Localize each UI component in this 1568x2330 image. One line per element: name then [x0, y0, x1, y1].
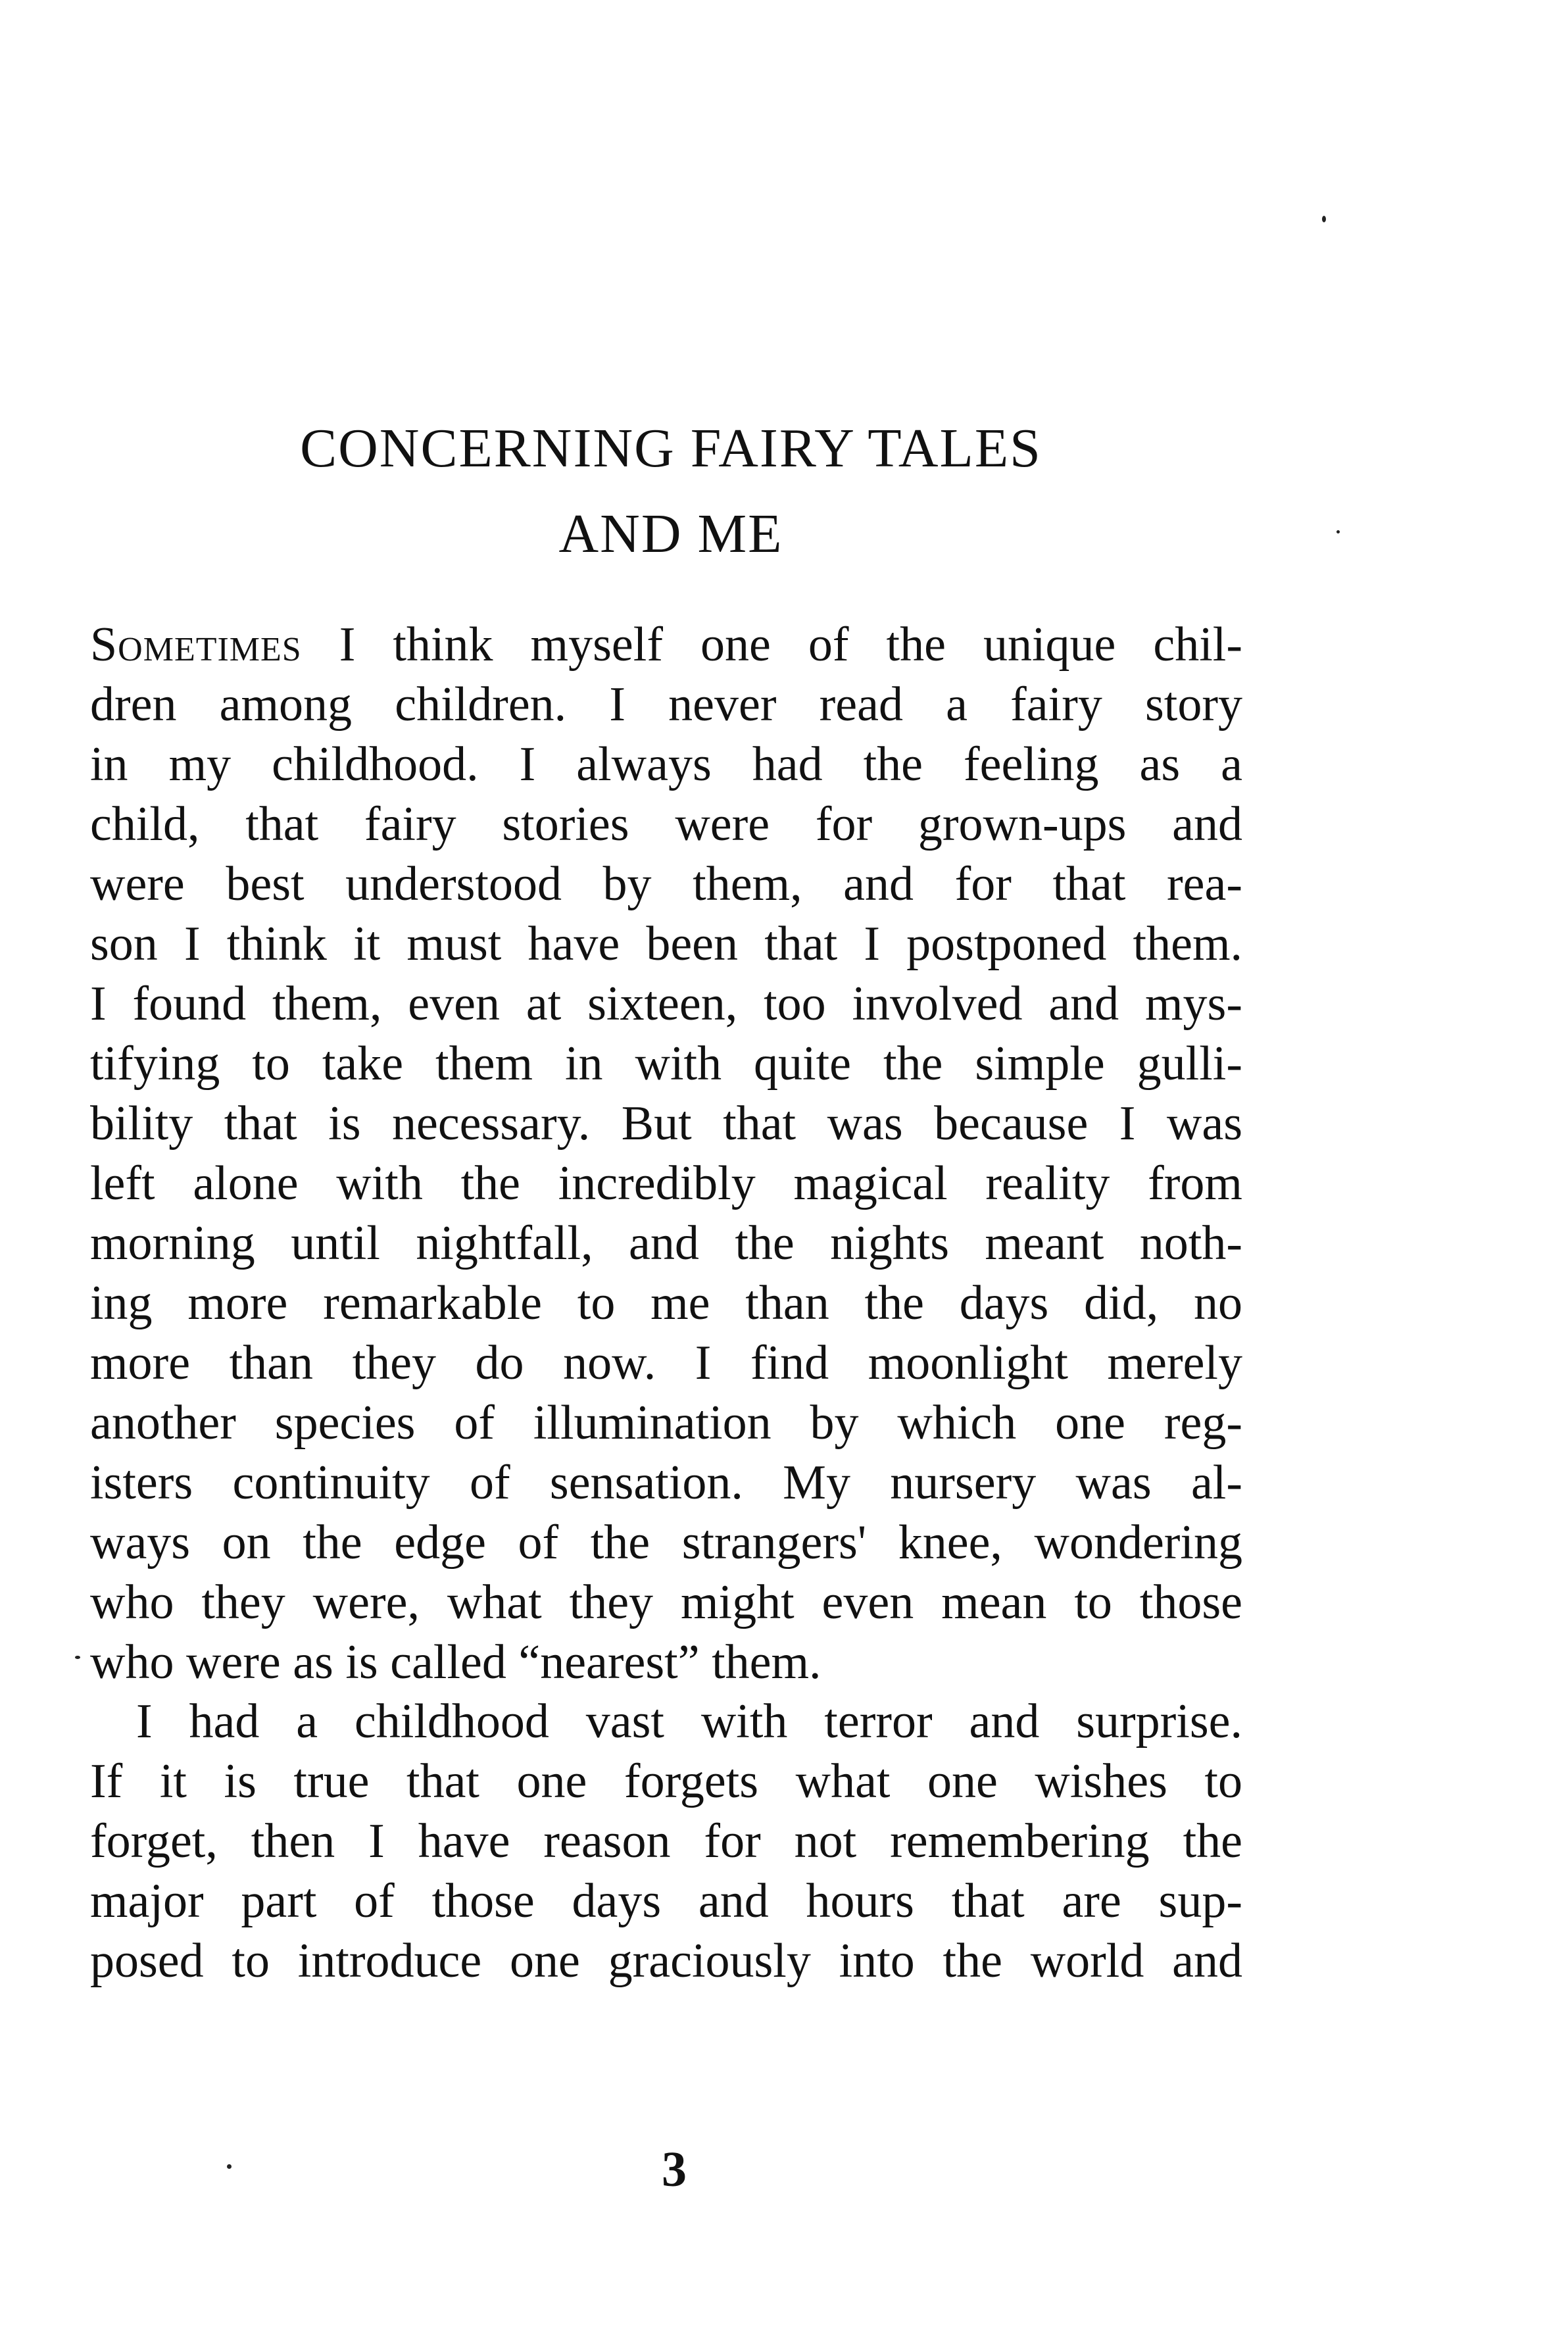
print-speck: [1322, 216, 1326, 222]
text-line: were best understood by them, and for that rea-: [90, 857, 1242, 911]
chapter-title-line-2: AND ME: [558, 503, 783, 564]
text-line: ways on the edge of the strangers' knee, wondering: [90, 1516, 1242, 1570]
text-line: bility that is necessary. But that was because I was: [90, 1097, 1242, 1151]
text-line: more than they do now. I find moonlight merely: [90, 1336, 1242, 1390]
text-line: isters continuity of sensation. My nursery was al-: [90, 1456, 1242, 1510]
text-line: in my childhood. I always had the feeling as a: [90, 737, 1242, 791]
paragraph-1: [90, 615, 1242, 1693]
text-line: tifying to take them in with quite the simple gulli-: [90, 1037, 1242, 1091]
print-speck: [75, 1656, 80, 1659]
text-line: another species of illumination by which one reg-: [90, 1396, 1242, 1450]
text-line: ing more remarkable to me than the days did, no: [90, 1276, 1242, 1330]
text-line: child, that fairy stories were for grown-ups and: [90, 797, 1242, 851]
text-line: dren among children. I never read a fairy story: [90, 678, 1242, 731]
text-line: posed to introduce one graciously into the world and: [90, 1934, 1242, 1988]
text-line: major part of those days and hours that are sup-: [90, 1874, 1242, 1928]
text-line: who were as is called “nearest” them.: [90, 1635, 821, 1689]
paragraph-2: [90, 1692, 1242, 1991]
opening-word: Sometimes: [90, 618, 302, 672]
text-line: son I think it must have been that I postponed them.: [90, 917, 1242, 971]
text-line: I found them, even at sixteen, too involved and mys-: [90, 977, 1242, 1031]
text-line: left alone with the incredibly magical reality from: [90, 1156, 1242, 1210]
text-line: forget, then I have reason for not remembering the: [90, 1814, 1242, 1868]
text-line: I had a childhood vast with terror and surprise.: [136, 1695, 1242, 1748]
text-line: Sometimes I think myself one of the unique chil-: [90, 618, 1242, 672]
page-number: 3: [662, 2142, 687, 2197]
print-speck: [1336, 530, 1340, 533]
print-speck: [227, 2164, 232, 2169]
text-line: who they were, what they might even mean to those: [90, 1575, 1242, 1629]
text-line: If it is true that one forgets what one wishes to: [90, 1754, 1242, 1808]
chapter-title-line-1: CONCERNING FAIRY TALES: [300, 418, 1042, 479]
text-line: morning until nightfall, and the nights meant noth-: [90, 1216, 1242, 1270]
